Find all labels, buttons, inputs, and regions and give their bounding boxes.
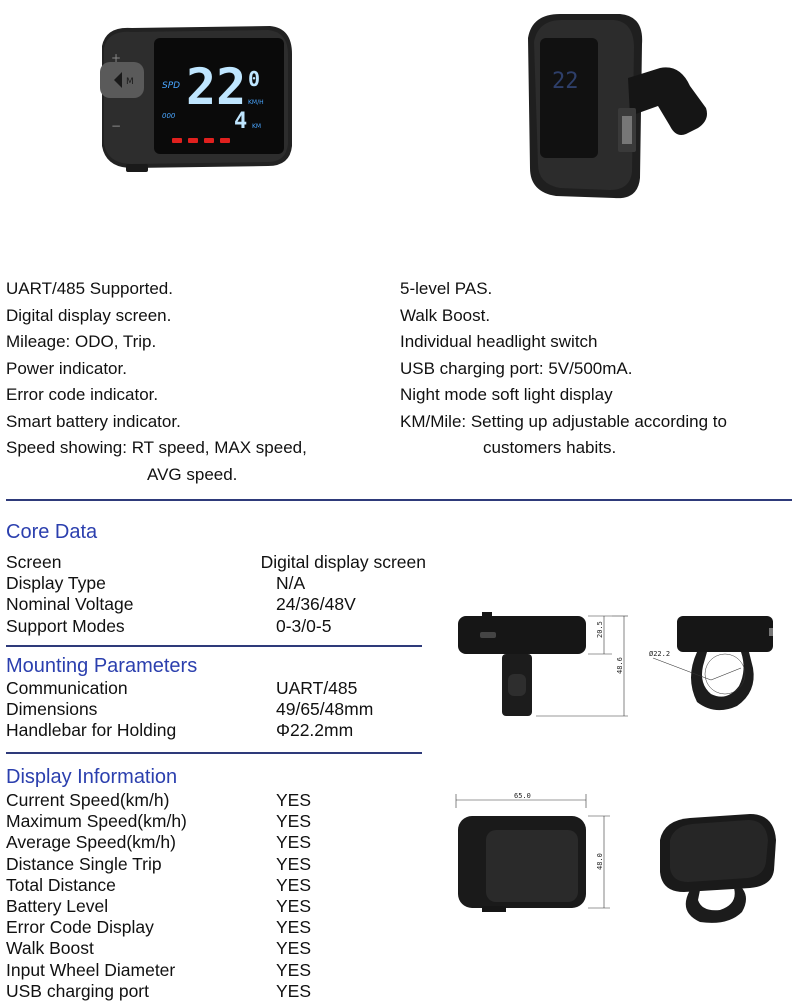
lcd-screen <box>540 38 598 158</box>
feature-list-left <box>6 276 386 488</box>
section-title-mounting: Mounting Parameters <box>6 655 198 677</box>
spec-row: Maximum Speed(km/h) YES <box>6 811 312 832</box>
minus-icon: − <box>111 119 122 133</box>
svg-text:M: M <box>126 77 134 87</box>
spec-row: Nominal Voltage 24/36/48V <box>6 594 356 615</box>
dim-height: 48.0 <box>596 853 604 870</box>
feature-item <box>400 409 795 436</box>
display-front-photo <box>92 18 297 178</box>
feature-item: Mileage: ODO, Trip. <box>6 332 157 351</box>
feature-item: Night mode soft light display <box>400 385 613 404</box>
mounting-table <box>6 678 426 742</box>
feature-value: Setting up adjustable according to <box>470 411 727 431</box>
dim-height-top: 20.5 <box>596 621 604 638</box>
distance-readout: 4 <box>234 109 248 134</box>
spec-row: Walk Boost YES <box>6 938 312 959</box>
feature-value: RT speed, MAX speed, <box>131 438 307 457</box>
spec-row: Support Modes 0-3/0-5 <box>6 615 332 636</box>
feature-list-right <box>400 276 795 462</box>
feature-item <box>6 435 386 462</box>
spec-row: Communication UART/485 <box>6 678 358 698</box>
spec-row: Dimensions 49/65/48mm <box>6 699 374 720</box>
spec-row: Current Speed(km/h) YES <box>6 790 312 810</box>
indicator-light <box>188 138 198 143</box>
feature-item: USB charging port: 5V/500mA. <box>400 358 633 378</box>
side-view-drawing <box>452 600 632 730</box>
spec-row: USB charging port YES <box>6 980 312 1001</box>
feature-item: Individual headlight switch <box>400 332 598 351</box>
section-title-core-data: Core Data <box>6 521 98 543</box>
divider <box>6 499 792 501</box>
spec-row: Error Code Display YES <box>6 917 312 938</box>
odo-label: 000 <box>162 112 176 120</box>
spec-row: Input Wheel Diameter YES <box>6 959 312 980</box>
core-data-table <box>6 552 426 637</box>
front-view-drawing <box>452 790 612 915</box>
feature-item-continued: AVG speed. <box>147 464 238 484</box>
indicator-light <box>172 138 182 143</box>
feature-item: Error code indicator. <box>6 385 159 404</box>
speed-decimal: 0 <box>248 67 261 91</box>
unit-label: KM/H <box>248 99 264 106</box>
indicator-light <box>220 138 230 143</box>
spec-row: Average Speed(km/h) YES <box>6 832 312 853</box>
spec-row: Handlebar for Holding Φ22.2mm <box>6 720 354 741</box>
spec-row: Display Type N/A <box>6 573 306 594</box>
plus-icon: + <box>111 51 122 65</box>
spd-label: SPD <box>162 81 181 91</box>
dim-width: 65.0 <box>514 792 531 800</box>
spec-row: Total Distance YES <box>6 874 312 895</box>
clamp-view-drawing <box>645 608 775 718</box>
feature-item-continued: customers habits. <box>483 438 617 457</box>
feature-item: UART/485 Supported. <box>6 279 173 298</box>
indicator-light <box>204 138 214 143</box>
spec-row: Distance Single Trip YES <box>6 853 312 874</box>
feature-item: Digital display screen. <box>6 305 172 325</box>
dim-bar-diameter: Ø22.2 <box>649 650 671 658</box>
divider <box>6 752 422 754</box>
distance-unit: KM <box>252 123 262 130</box>
speed-readout: 22 <box>186 58 247 116</box>
divider <box>6 645 422 647</box>
feature-item: 5-level PAS. <box>400 279 493 298</box>
section-title-display-info: Display Information <box>6 766 178 788</box>
svg-text:22: 22 <box>552 69 579 94</box>
feature-key: KM/Mile: <box>400 411 471 431</box>
feature-item: Power indicator. <box>6 358 127 378</box>
feature-item: Smart battery indicator. <box>6 411 181 431</box>
dim-height-total: 48.6 <box>616 657 624 674</box>
display-info-table <box>6 790 426 1002</box>
spec-row: Screen Digital display screen <box>6 552 426 572</box>
isometric-view-drawing <box>650 800 780 925</box>
feature-item: Walk Boost. <box>400 305 491 325</box>
feature-key: Speed showing: <box>6 438 132 457</box>
display-side-photo <box>510 8 710 203</box>
spec-row: Battery Level YES <box>6 895 312 916</box>
